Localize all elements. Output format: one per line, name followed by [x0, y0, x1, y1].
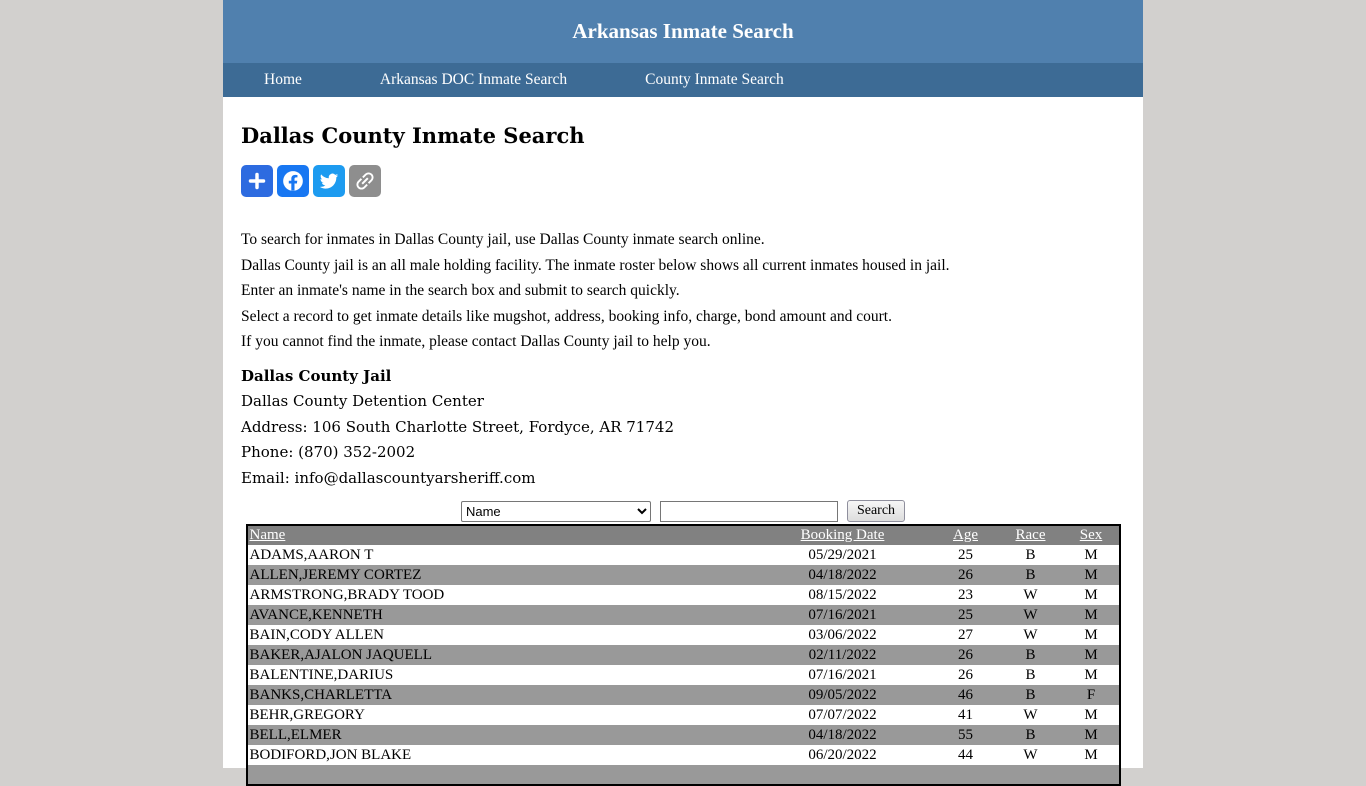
table-cell: W [1023, 586, 1038, 603]
table-cell: 55 [958, 726, 973, 743]
table-cell: F [1086, 686, 1096, 703]
nav-item-county-inmate-search[interactable]: County Inmate Search [645, 71, 784, 88]
table-row[interactable] [247, 745, 1120, 765]
table-cell: W [1023, 606, 1038, 623]
intro-paragraph: If you cannot find the inmate, please contact Dallas County jail to help you. [241, 333, 711, 350]
table-cell: M [1084, 586, 1098, 603]
table-row[interactable] [247, 545, 1120, 565]
twitter-share-button[interactable] [313, 165, 345, 197]
table-cell: 26 [958, 566, 973, 583]
table-cell: M [1084, 566, 1098, 583]
table-cell: W [1023, 746, 1038, 763]
plus-share-icon [246, 170, 268, 192]
intro-paragraph: Enter an inmate's name in the search box and submit to search quickly. [241, 282, 680, 299]
table-cell: BAKER,AJALON JAQUELL [249, 646, 432, 663]
jail-email-line: Email: info@dallascountyarsheriff.com [241, 468, 536, 487]
table-row[interactable] [247, 665, 1120, 685]
search-field-select[interactable] [461, 501, 651, 522]
table-row[interactable] [247, 625, 1120, 645]
table-cell: M [1084, 626, 1098, 643]
column-header-booking-date[interactable]: Booking Date [800, 527, 885, 543]
table-cell: M [1084, 606, 1098, 623]
search-input[interactable] [660, 501, 838, 522]
inmate-table [246, 524, 1121, 786]
table-cell: M [1084, 746, 1098, 763]
facebook-icon [278, 166, 308, 196]
table-row[interactable] [247, 585, 1120, 605]
table-row-partial [247, 765, 1120, 785]
table-cell: W [1023, 626, 1038, 643]
table-cell: 41 [958, 706, 973, 723]
table-row[interactable] [247, 645, 1120, 665]
table-cell: 08/15/2022 [808, 586, 877, 603]
table-header-row [247, 525, 1120, 545]
intro-paragraphs [241, 227, 1125, 355]
table-cell: 02/11/2022 [808, 646, 877, 663]
table-cell: B [1025, 726, 1036, 743]
table-cell: B [1025, 646, 1036, 663]
table-cell: B [1025, 566, 1036, 583]
search-button[interactable]: Search [847, 500, 905, 522]
table-cell: BEHR,GREGORY [249, 706, 365, 723]
table-cell: 07/07/2022 [808, 706, 877, 723]
main-nav [223, 63, 1143, 97]
table-row[interactable] [247, 705, 1120, 725]
column-header-sex[interactable]: Sex [1079, 527, 1103, 543]
column-header-race[interactable]: Race [1015, 527, 1046, 543]
table-cell: B [1025, 666, 1036, 683]
table-cell: ALLEN,JEREMY CORTEZ [249, 566, 422, 583]
table-cell: 26 [958, 646, 973, 663]
table-cell: 25 [958, 546, 973, 563]
nav-item-doc-inmate-search[interactable]: Arkansas DOC Inmate Search [379, 71, 568, 88]
table-cell: 07/16/2021 [808, 666, 877, 683]
table-cell: 26 [958, 666, 973, 683]
intro-paragraph: Dallas County jail is an all male holding facility. The inmate roster below shows all current inmates housed in jail. [241, 256, 950, 274]
inmate-table-body [247, 545, 1120, 785]
site-header [223, 0, 1143, 63]
nav-item-home[interactable]: Home [264, 71, 302, 88]
table-cell: B [1025, 546, 1036, 563]
page-title: Dallas County Inmate Search [241, 123, 585, 148]
jail-phone-line: Phone: (870) 352-2002 [241, 443, 416, 461]
table-cell: M [1084, 646, 1098, 663]
table-cell: BAIN,CODY ALLEN [249, 626, 384, 643]
share-button[interactable] [241, 165, 273, 197]
table-cell: M [1084, 726, 1098, 743]
column-header-age[interactable]: Age [953, 527, 978, 543]
site-title: Arkansas Inmate Search [572, 19, 794, 43]
table-cell: M [1084, 546, 1098, 563]
table-cell: ADAMS,AARON T [249, 546, 374, 563]
jail-address-line: Address: 106 South Charlotte Street, Fordyce, AR 71742 [241, 417, 674, 436]
table-cell: M [1084, 706, 1098, 723]
table-cell: BODIFORD,JON BLAKE [249, 746, 412, 763]
table-cell: 06/20/2022 [808, 746, 877, 763]
jail-name-heading: Dallas County Jail [241, 366, 392, 385]
jail-info-block [241, 364, 1125, 492]
intro-paragraph: To search for inmates in Dallas County jail, use Dallas County inmate search online. [241, 231, 765, 248]
table-cell: BANKS,CHARLETTA [249, 686, 393, 703]
table-row[interactable] [247, 685, 1120, 705]
table-cell: 23 [958, 586, 973, 603]
inmate-search-form [241, 500, 1125, 522]
table-cell: AVANCE,KENNETH [249, 606, 383, 623]
table-cell: 09/05/2022 [808, 686, 877, 703]
table-cell: BELL,ELMER [249, 726, 342, 743]
table-cell: B [1025, 686, 1036, 703]
table-cell: BALENTINE,DARIUS [249, 666, 394, 683]
content-area [223, 123, 1143, 786]
table-cell: W [1023, 706, 1038, 723]
table-cell: M [1084, 666, 1098, 683]
table-cell: 03/06/2022 [808, 626, 877, 643]
intro-paragraph: Select a record to get inmate details like mugshot, address, booking info, charge, bond amount and court. [241, 307, 892, 325]
column-header-name[interactable]: Name [249, 527, 286, 543]
table-cell: 27 [958, 626, 973, 643]
table-row[interactable] [247, 725, 1120, 745]
table-cell: 05/29/2021 [808, 546, 877, 563]
table-cell: 07/16/2021 [808, 606, 877, 623]
twitter-icon [318, 170, 340, 192]
table-cell: 25 [958, 606, 973, 623]
jail-detention-center-line: Dallas County Detention Center [241, 392, 484, 410]
table-cell: 04/18/2022 [808, 726, 877, 743]
facebook-share-button[interactable] [277, 165, 309, 197]
table-cell: 04/18/2022 [808, 566, 877, 583]
table-cell: 46 [958, 686, 973, 703]
table-cell: 44 [958, 746, 973, 763]
table-row[interactable] [247, 605, 1120, 625]
share-buttons-row [241, 165, 1125, 197]
page-container [223, 0, 1143, 768]
table-cell: ARMSTRONG,BRADY TOOD [249, 586, 445, 603]
link-icon [353, 169, 377, 193]
copy-link-share-button[interactable] [349, 165, 381, 197]
inmate-table-header [247, 525, 1120, 545]
table-row[interactable] [247, 565, 1120, 585]
